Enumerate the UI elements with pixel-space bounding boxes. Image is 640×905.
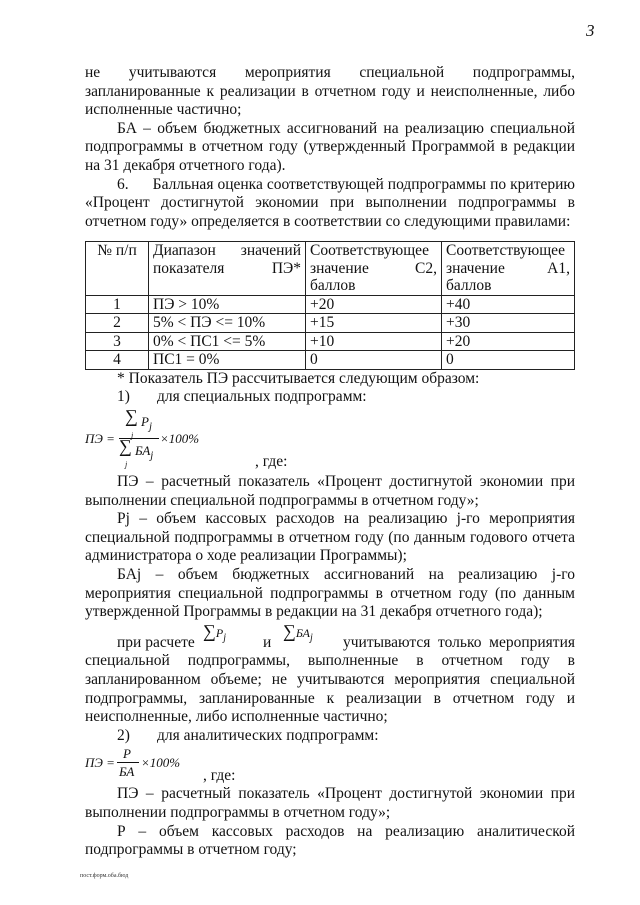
sum-sub: j bbox=[223, 632, 226, 644]
table-row bbox=[86, 314, 575, 333]
sum-symbol: ∑ bbox=[119, 436, 132, 457]
cell: +20 bbox=[306, 295, 442, 314]
header-cell: Соответствующее значение С2, баллов bbox=[306, 242, 442, 296]
numerator-var: P bbox=[141, 414, 149, 430]
sum-var: БА bbox=[295, 625, 310, 640]
paragraph: БАj – объем бюджетных ассигнований на реализацию j-го мероприятия специальной подпрограммы в отчетном году (по данным утвержденной Программы в редакции на 31 декабря отчетного года); bbox=[85, 566, 575, 621]
paragraph: БА – объем бюджетных ассигнований на реализацию специальной подпрограммы в отчетном году (утвержденный Программой в редакции на 31 декабря отчетного года). bbox=[85, 119, 575, 174]
list-text: для специальных подпрограмм: bbox=[157, 388, 367, 406]
numerator: P bbox=[123, 746, 131, 762]
cell: 0% < ПС1 <= 5% bbox=[149, 332, 306, 351]
paragraph: учитываются только мероприятия специальной подпрограммы, выполненные в отчетном году в запланированном объеме; не учитываются мероприятия специальной подпрограммы, запланированные к реализации в отчетном году и неисполненные, либо исполненные частично; bbox=[85, 633, 575, 726]
cell: 0 bbox=[442, 351, 575, 370]
cell: 3 bbox=[86, 332, 149, 351]
formula-analytic bbox=[85, 745, 575, 785]
formula-lhs: ПЭ = bbox=[85, 755, 115, 771]
scoring-table bbox=[85, 241, 575, 370]
formula-multiplier: ×100% bbox=[141, 755, 181, 771]
sum-index: j bbox=[125, 460, 128, 470]
sum-sub: j bbox=[309, 632, 313, 644]
cell: +15 bbox=[306, 314, 442, 333]
cell: 4 bbox=[86, 351, 149, 370]
cell: 1 bbox=[86, 295, 149, 314]
where-label: , где: bbox=[255, 453, 288, 471]
paragraph: ПЭ – расчетный показатель «Процент достигнутой экономии при выполнении специальной подпрограммы в отчетном году»; bbox=[85, 473, 575, 509]
paragraph: ПЭ – расчетный показатель «Процент достигнутой экономии при выполнении подпрограммы в отчетном году»; bbox=[85, 785, 575, 821]
header-cell: Диапазон значений показателя ПЭ* bbox=[149, 242, 306, 296]
denominator: БА bbox=[119, 764, 135, 780]
formula-lhs: ПЭ = bbox=[85, 431, 115, 447]
formula-multiplier: ×100% bbox=[160, 431, 200, 447]
header-cell: Соответствующее значение А1, баллов bbox=[442, 242, 575, 296]
table-note: * Показатель ПЭ рассчитывается следующим образом: bbox=[117, 369, 480, 387]
calc-line bbox=[85, 622, 575, 652]
page-number: 3 bbox=[586, 21, 595, 40]
cell: +40 bbox=[442, 295, 575, 314]
table-row bbox=[86, 351, 575, 370]
cell: 5% < ПЭ <= 10% bbox=[149, 314, 306, 333]
table-row bbox=[86, 332, 575, 351]
list-text: для аналитических подпрограмм: bbox=[157, 726, 379, 744]
document-body bbox=[85, 64, 575, 860]
cell: 0 bbox=[306, 351, 442, 370]
list-item bbox=[85, 727, 575, 746]
cell: +10 bbox=[306, 332, 442, 351]
sum-symbol: ∑ bbox=[203, 620, 216, 641]
sum-symbol: ∑ bbox=[125, 406, 138, 427]
paragraph: Р – объем кассовых расходов на реализацию аналитической подпрограммы в отчетном году; bbox=[85, 822, 575, 859]
cell: 2 bbox=[86, 314, 149, 333]
cell: +20 bbox=[442, 332, 575, 351]
where-label: , где: bbox=[203, 767, 236, 785]
denominator bbox=[135, 442, 153, 465]
list-number: 1) bbox=[117, 388, 130, 406]
list-item bbox=[85, 388, 575, 407]
sum-symbol: ∑ bbox=[283, 620, 296, 641]
numerator bbox=[141, 413, 152, 436]
formula-special bbox=[85, 407, 575, 469]
calc-and: и bbox=[263, 633, 272, 651]
table-row bbox=[86, 295, 575, 314]
denominator-var: БА bbox=[135, 443, 151, 459]
footer-filename: пост.форм.оба.бюд bbox=[80, 873, 129, 879]
paragraph: Pj – объем кассовых расходов на реализацию j-го мероприятия специальной подпрограммы в отчетном году (по данным годового отчета администратора о ходе реализации Программы); bbox=[85, 510, 575, 565]
numerator-sub: j bbox=[148, 420, 152, 433]
paragraph: 6. Балльная оценка соответствующей подпрограммы по критерию «Процент достигнутой экономии при выполнении подпрограммы в отчетном году» определяется в соответствии со следующими правилами: bbox=[85, 175, 575, 230]
cell: ПС1 = 0% bbox=[149, 351, 306, 370]
table-header-row bbox=[86, 242, 575, 296]
header-cell: № п/п bbox=[86, 242, 149, 296]
calc-pre: при расчете bbox=[117, 633, 195, 651]
paragraph: не учитываются мероприятия специальной подпрограммы, запланированные к реализации в отчетном году и неисполненные, либо исполненные частично; bbox=[85, 64, 575, 119]
cell: +30 bbox=[442, 314, 575, 333]
list-number: 2) bbox=[117, 726, 130, 744]
cell: ПЭ > 10% bbox=[149, 295, 306, 314]
sum-index: j bbox=[131, 431, 134, 441]
denominator-sub: j bbox=[150, 449, 154, 462]
sum-var: P bbox=[215, 625, 224, 640]
